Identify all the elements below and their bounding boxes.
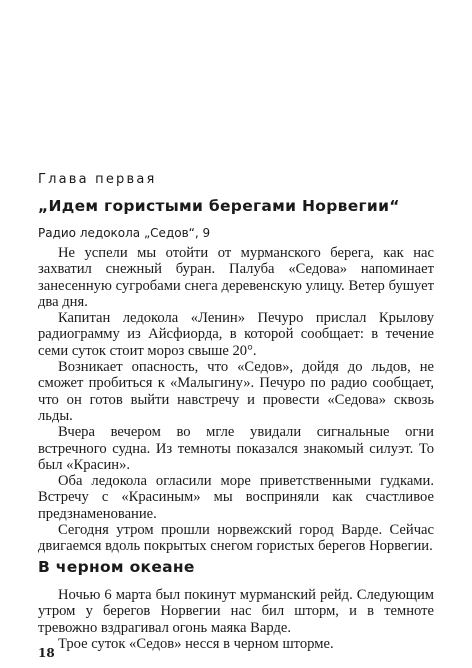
chapter-title: „Идем гористыми берегами Норвегии“	[38, 197, 400, 215]
paragraph: Ночью 6 марта был покинут мурманский рейд. Следующим утром у берегов Норвегии нас бил шторм, и в темноте тревожно вздрагивал огонь маяка Варде.	[38, 587, 434, 636]
radio-dateline: Радио ледокола „Седов“, 9	[38, 226, 211, 240]
section-title: В черном океане	[38, 558, 195, 576]
paragraph: Возникает опасность, что «Седов», дойдя до льдов, не сможет пробиться к «Малыгину». Печуро по радио сообщает, что он готов выйти навстречу и провести «Седова» сквозь льды.	[38, 359, 434, 424]
page-number: 18	[38, 646, 55, 660]
chapter-label: Глава первая	[38, 172, 157, 187]
paragraph: Трое суток «Седов» несся в черном шторме.	[58, 635, 334, 652]
paragraph: Капитан ледокола «Ленин» Печуро прислал Крылову радиограмму из Айсфиорда, в которой сообщает: в течение семи суток стоит мороз свыше 20°.	[38, 310, 434, 359]
paragraph: Не успели мы отойти от мурманского берега, как нас захватил снежный буран. Палуба «Седова» напоминает занесенную сугробами снега деревенскую улицу. Ветер бушует два дня.	[38, 245, 434, 310]
paragraph: Оба ледокола огласили море приветственными гудками. Встречу с «Красиным» мы восприняли как счастливое предзнаменование.	[38, 473, 434, 522]
paragraph: Сегодня утром прошли норвежский город Варде. Сейчас двигаемся вдоль покрытых снегом гористых берегов Норвегии.	[38, 522, 434, 555]
section-body	[38, 587, 434, 652]
paragraph: Вчера вечером во мгле увидали сигнальные огни встречного судна. Из темноты показался знакомый силуэт. То был «Красин».	[38, 424, 434, 473]
chapter-body	[38, 245, 434, 555]
